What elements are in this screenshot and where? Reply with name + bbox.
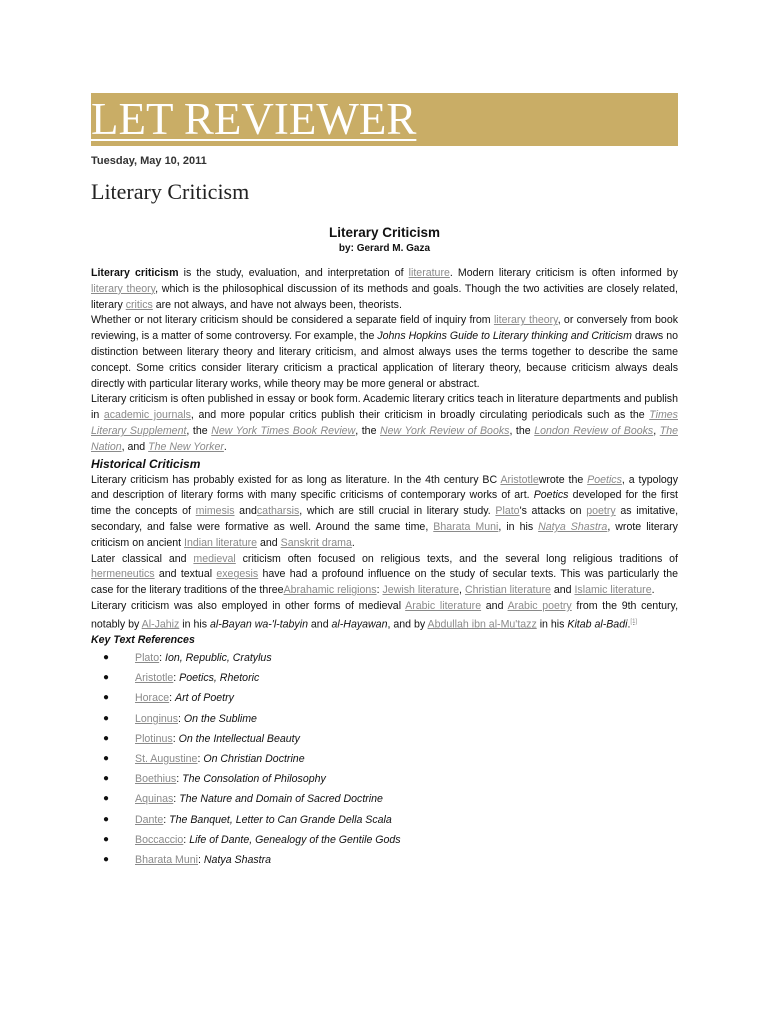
reference-author-link[interactable]: Aquinas [135, 793, 174, 806]
reference-item [91, 670, 678, 690]
link-poetics[interactable]: Poetics [587, 473, 622, 486]
title-al-bayan: al-Bayan wa-'l-tabyin [209, 618, 308, 631]
link-literature[interactable]: literature [408, 267, 450, 279]
link-al-jahiz[interactable]: Al-Jahiz [141, 618, 180, 631]
text: , or conversely from book reviewing, is a matter of some controversy. For example, the [91, 314, 679, 343]
paragraph-medieval [91, 552, 678, 599]
bullet-icon: ● [103, 652, 110, 664]
reference-works: The Nature and Domain of Sacred Doctrine [179, 793, 383, 806]
reference-item [91, 832, 678, 852]
reference-author-link[interactable]: Plotinus [135, 732, 173, 745]
reference-author-link[interactable]: Boccaccio [135, 833, 184, 846]
bullet-icon: ● [103, 853, 110, 865]
reference-author-link[interactable]: Bharata Muni [135, 853, 199, 866]
link-exegesis[interactable]: exegesis [216, 568, 259, 581]
text: . [351, 536, 355, 549]
text: , a typology and description of literary forms with many specific criticisms of contemporary works of art. [91, 473, 678, 502]
reference-item [91, 731, 678, 751]
text: , [459, 584, 465, 597]
reference-separator: : [178, 712, 184, 725]
text: developed for the first time the concepts of [91, 489, 678, 518]
bullet-icon: ● [103, 712, 110, 724]
reference-separator: : [173, 672, 180, 685]
reference-separator: : [172, 732, 179, 745]
bullet-icon: ● [103, 672, 110, 684]
text: . [223, 440, 227, 453]
text: and [550, 584, 575, 597]
text: draws no distinction between literary theory and literary criticism, and almost always uses the terms together to describe the same concept. Some critics consider literary criticism a practical application of literary theory, because criticism always deals directly with particular literary works, while theory may be more general or abstract. [91, 330, 678, 390]
title-poetics: Poetics [533, 489, 569, 502]
title-kitab-al-badi: Kitab al-Badi [567, 618, 628, 631]
link-literary-theory[interactable]: literary theory [91, 282, 156, 295]
reference-separator: : [159, 652, 166, 665]
reference-works: The Consolation of Philosophy [182, 773, 326, 786]
reference-author-link[interactable]: Boethius [135, 773, 177, 786]
term-literary-criticism: Literary criticism [91, 267, 179, 279]
post-date: Tuesday, May 10, 2011 [91, 155, 207, 167]
text: and [481, 599, 508, 612]
text: , which is the philosophical discussion of its methods and goals. Though the two activities are closely related, literary [91, 282, 678, 311]
text: 's attacks on [519, 505, 587, 518]
text: criticism often focused on religious texts, and the several long religious traditions of [235, 552, 678, 565]
link-the-nation[interactable]: The Nation [91, 424, 678, 453]
text: in his [179, 618, 210, 631]
reference-works: Life of Dante, Genealogy of the Gentile Gods [189, 833, 401, 846]
bullet-icon: ● [103, 732, 110, 744]
reference-separator: : [183, 833, 190, 846]
reference-works: On Christian Doctrine [203, 753, 305, 765]
text: , [653, 424, 660, 437]
text: are not always, and have not always been, theorists. [152, 298, 402, 311]
reference-item [91, 791, 678, 811]
reference-author-link[interactable]: Dante [135, 813, 164, 826]
link-times-literary-supplement[interactable]: Times Literary Supplement [91, 409, 678, 437]
text: , wrote literary criticism on ancient [91, 520, 678, 549]
text: , in his [498, 520, 539, 533]
link-indian-literature[interactable]: Indian literature [184, 536, 258, 549]
link-plato[interactable]: Plato [495, 505, 520, 518]
link-ny-review-of-books[interactable]: New York Review of Books [380, 424, 510, 437]
reference-works: Natya Shastra [203, 853, 272, 866]
text: as imitative, secondary, and false were formative as well. Around the same time, [91, 505, 679, 533]
link-catharsis[interactable]: catharsis [256, 505, 300, 518]
title-al-hayawan: al-Hayawan [331, 618, 388, 631]
post-title: Literary Criticism [91, 179, 250, 204]
reference-item [91, 650, 678, 670]
reference-item [91, 690, 678, 710]
link-arabic-poetry[interactable]: Arabic poetry [507, 599, 572, 612]
text: , the [509, 424, 535, 437]
link-the-new-yorker[interactable]: The New Yorker [148, 440, 224, 453]
text: wrote the [538, 473, 588, 486]
reference-item [91, 711, 678, 731]
text: Whether or not literary criticism should be considered a separate field of inquiry from [91, 314, 494, 327]
heading-key-text-references: Key Text References [91, 634, 195, 647]
link-islamic-literature[interactable]: Islamic literature [574, 584, 652, 597]
references-list [91, 650, 678, 872]
link-abrahamic-religions[interactable]: Abrahamic religions [283, 584, 377, 597]
paragraph-theory [91, 313, 678, 392]
text: . Modern literary criticism is often informed by [449, 267, 678, 279]
reference-author-link[interactable]: Plato [135, 652, 160, 665]
post-body [91, 224, 678, 872]
reference-works: Poetics, Rhetoric [179, 672, 260, 685]
link-natya-shastra[interactable]: Natya Shastra [538, 520, 608, 533]
title-johns-hopkins-guide: Johns Hopkins Guide to Literary thinking and Criticism [377, 330, 632, 343]
text: and [307, 618, 332, 631]
link-christian-literature[interactable]: Christian literature [464, 584, 551, 597]
reference-author-link[interactable]: St. Augustine [135, 753, 198, 765]
link-hermeneutics[interactable]: hermeneutics [91, 568, 155, 581]
reference-separator: : [176, 773, 183, 786]
reference-works: Ion, Republic, Cratylus [165, 652, 272, 665]
link-arabic-literature[interactable]: Arabic literature [405, 599, 482, 612]
document-author: by: Gerard M. Gaza [338, 243, 431, 254]
link-abdullah-ibn-al-mutazz[interactable]: Abdullah ibn al-Mu'tazz [427, 618, 537, 631]
reference-separator: : [163, 813, 170, 826]
reference-works: The Banquet, Letter to Can Grande Della Scala [169, 813, 392, 826]
reference-separator: : [198, 853, 204, 866]
link-medieval[interactable]: medieval [193, 552, 236, 565]
text: . [651, 584, 655, 597]
reference-item [91, 852, 678, 872]
text: in his [536, 618, 568, 631]
text: is the study, evaluation, and interpretation of [178, 267, 409, 279]
reference-works: On the Intellectual Beauty [178, 732, 300, 745]
text: and textual [154, 568, 217, 581]
reference-separator: : [173, 793, 180, 806]
bullet-icon: ● [103, 773, 110, 785]
text: Later classical and [91, 552, 194, 565]
text: , which are still crucial in literary study. [299, 505, 496, 518]
reference-item [91, 751, 678, 771]
blog-header-banner [91, 93, 678, 146]
text: , and [121, 440, 149, 453]
reference-author-link[interactable]: Longinus [135, 712, 179, 725]
bullet-icon: ● [103, 793, 110, 805]
text: Literary criticism has probably existed for as long as literature. In the 4th century BC [91, 473, 501, 486]
reference-author-link[interactable]: Horace [135, 692, 170, 705]
link-poetry[interactable]: poetry [586, 505, 616, 518]
heading-historical-criticism: Historical Criticism [91, 456, 201, 471]
bullet-icon: ● [103, 692, 110, 704]
link-academic-journals[interactable]: academic journals [103, 409, 191, 422]
reference-separator: : [169, 692, 176, 705]
paragraph-ancient [91, 473, 678, 552]
paragraph-publication [91, 392, 678, 455]
link-bharata-muni[interactable]: Bharata Muni [433, 520, 499, 533]
reference-author-link[interactable]: Aristotle [135, 672, 174, 685]
link-london-review-of-books[interactable]: London Review of Books [534, 424, 654, 437]
text: , and by [387, 618, 428, 631]
link-mimesis[interactable]: mimesis [195, 505, 235, 518]
text: Literary criticism was also employed in other forms of medieval [91, 599, 406, 612]
reference-works: On the Sublime [183, 712, 257, 725]
text: Literary criticism is often published in essay or book form. Academic literary critics teach in literature departments and publish in [91, 393, 678, 422]
paragraph-definition [91, 266, 678, 313]
link-jewish-literature[interactable]: Jewish literature [382, 584, 460, 597]
reference-works: Art of Poetry [175, 692, 234, 705]
text: , the [186, 424, 212, 437]
link-sanskrit-drama[interactable]: Sanskrit drama [280, 536, 352, 549]
text: from the 9th century, notably by [91, 599, 679, 631]
link-nyt-book-review[interactable]: New York Times Book Review [211, 424, 356, 437]
text: and [257, 536, 281, 549]
text: . [627, 618, 631, 631]
reference-item [91, 771, 678, 791]
text: , and more popular critics publish their criticism in broadly circulating periodicals such as the [190, 409, 650, 422]
text: , the [355, 424, 381, 437]
footnote-link[interactable]: [1] [630, 618, 638, 625]
paragraph-arabic [91, 599, 678, 633]
document-title: Literary Criticism [328, 225, 441, 240]
link-aristotle[interactable]: Aristotle [500, 473, 539, 486]
text: and [234, 505, 257, 518]
reference-separator: : [197, 753, 204, 765]
bullet-icon: ● [103, 813, 110, 825]
link-critics[interactable]: critics [125, 298, 153, 311]
text: : [376, 584, 383, 597]
text: have had a profound influence on the study of secular texts. This was particularly the case for the literary traditions of the three [91, 568, 679, 597]
bullet-icon: ● [103, 833, 110, 845]
link-literary-theory[interactable]: literary theory [493, 314, 558, 327]
blog-title-link[interactable]: LET REVIEWER [91, 94, 417, 144]
reference-item [91, 812, 678, 832]
bullet-icon: ● [103, 753, 110, 764]
